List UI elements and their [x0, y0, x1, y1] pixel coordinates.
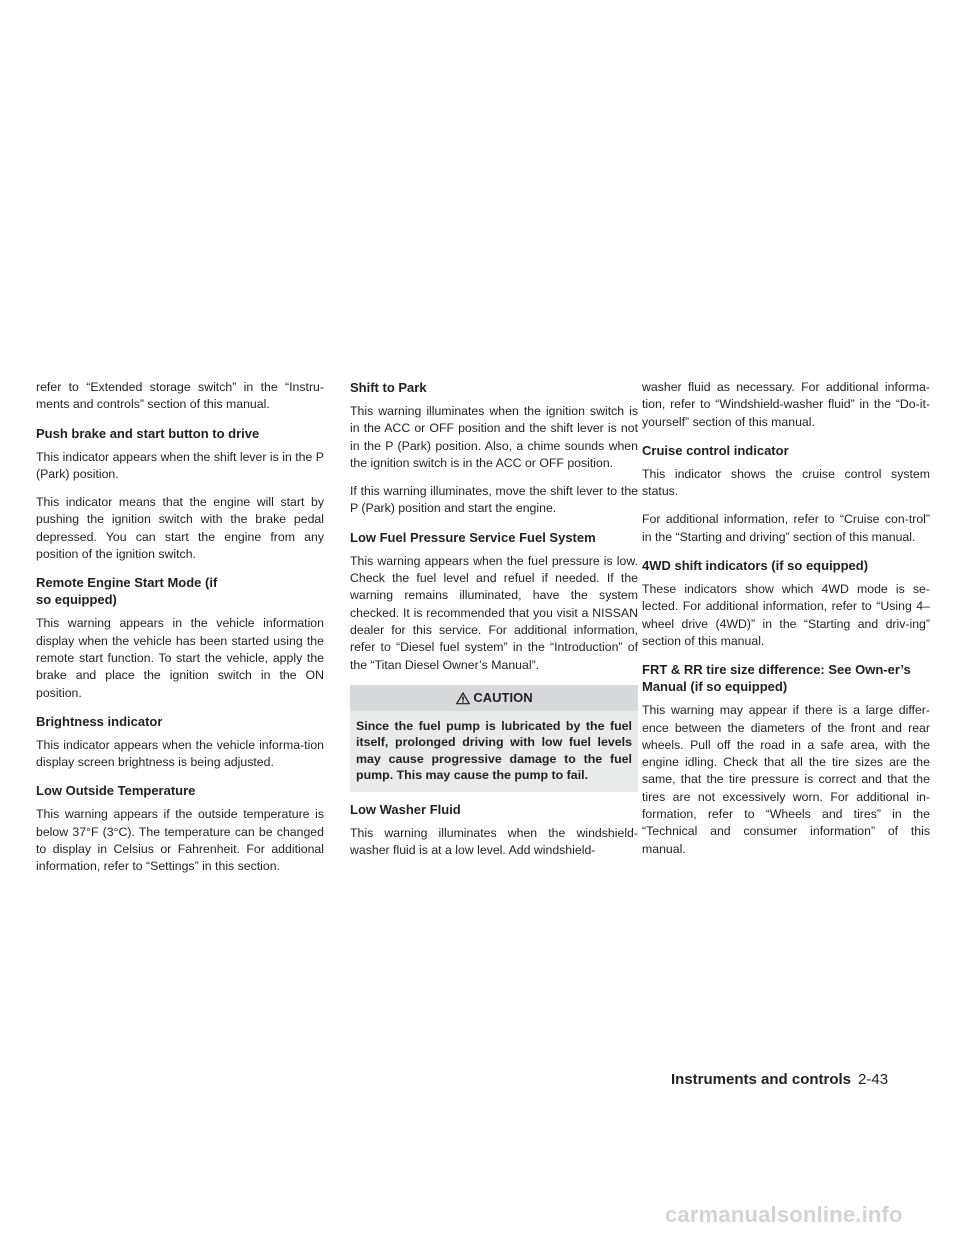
heading-shift-to-park: Shift to Park [350, 380, 427, 395]
column-1 [36, 379, 324, 887]
paragraph: If this warning illuminates, move the shift lever to the P (Park) position and start the engine. [350, 484, 638, 516]
caution-text: Since the fuel pump is lubricated by the fuel itself, prolonged driving with low fuel levels may cause progressive damage to the fuel pump. This may cause the pump to fail. [350, 711, 638, 792]
heading-cruise-control: Cruise control indicator [642, 442, 789, 458]
footer-section-title: Instruments and controls [671, 1071, 852, 1088]
paragraph: This indicator appears when the shift lever is in the P (Park) position. [36, 449, 324, 481]
caution-header [350, 685, 638, 711]
heading-remote-engine-start: Remote Engine Start Mode (if so equipped) [36, 575, 218, 608]
heading-low-outside-temp: Low Outside Temperature [36, 783, 196, 799]
heading-4wd-shift: 4WD shift indicators (if so equipped) [642, 558, 869, 574]
caution-title: CAUTION [473, 690, 533, 706]
paragraph: refer to “Extended storage switch” in the “Instru-ments and controls” section of this manual. [36, 380, 324, 412]
paragraph: This warning appears when the fuel pressure is low. Check the fuel level and refuel if needed. If the warning remains illuminated, have the system checked. It is recommended that you visit a NISSAN dealer for this service. For additional information, refer to “Diesel fuel system” in the “Introduction” of the “Titan Diesel Owner’s Manual”. [350, 553, 638, 672]
heading-low-washer-fluid: Low Washer Fluid [350, 801, 461, 817]
paragraph: This warning illuminates when the windshield-washer fluid is at a low level. Add windshield- [350, 825, 638, 858]
page-footer [671, 1071, 888, 1088]
watermark: carmanualsonline.info [665, 1202, 903, 1227]
paragraph: This warning may appear if there is a large differ-ence between the diameters of the front and rear wheels. Pull off the road in a safe area, with the engine idling. Check that all the tire sizes are the same, that the tire pressure is correct and that the tires are not excessively worn. For additional in-formation, refer to “Wheels and tires” in the “Technical and consumer information” of this manual. [642, 703, 930, 856]
paragraph: This indicator shows the cruise control system status. [642, 466, 930, 499]
paragraph: This indicator means that the engine will start by pushing the ignition switch with the brake pedal depressed. You can start the engine from any position of the ignition switch. [36, 495, 324, 562]
column-3 [642, 379, 930, 869]
paragraph: This warning illuminates when the ignition switch is in the ACC or OFF position and the shift lever is not in the P (Park) position. Also, a chime sounds when the ignition switch is in the ACC or OFF position. [350, 404, 638, 470]
paragraph: This warning appears in the vehicle information display when the vehicle has been started using the remote start function. To start the vehicle, apply the brake and place the ignition switch in the ON position. [36, 616, 324, 700]
paragraph: This warning appears if the outside temperature is below 37°F (3°C). The temperature can be changed to display in Celsius or Fahrenheit. For additional information, refer to “Settings” in this section. [36, 807, 324, 874]
caution-box [350, 685, 638, 792]
paragraph: This indicator appears when the vehicle informa-tion display screen brightness is being adjusted. [36, 737, 324, 770]
column-2 [350, 379, 638, 870]
heading-push-brake: Push brake and start button to drive [36, 425, 260, 441]
heading-tire-size-difference: FRT & RR tire size difference: See Own-er’s Manual (if so equipped) [642, 662, 911, 695]
paragraph: These indicators show which 4WD mode is se-lected. For additional information, refer to “Using 4–wheel drive (4WD)” in the “Starting and driv-ing” section of this manual. [642, 582, 930, 648]
heading-low-fuel-pressure: Low Fuel Pressure Service Fuel System [350, 529, 596, 545]
warning-triangle-icon [455, 691, 471, 705]
page-number: 2-43 [858, 1071, 889, 1088]
paragraph: washer fluid as necessary. For additional informa-tion, refer to “Windshield-washer fluid” in the “Do-it-yourself” section of this manual. [642, 380, 930, 429]
paragraph: For additional information, refer to “Cruise con-trol” in the “Starting and driving” section of this manual. [642, 512, 930, 544]
heading-brightness: Brightness indicator [36, 713, 163, 729]
